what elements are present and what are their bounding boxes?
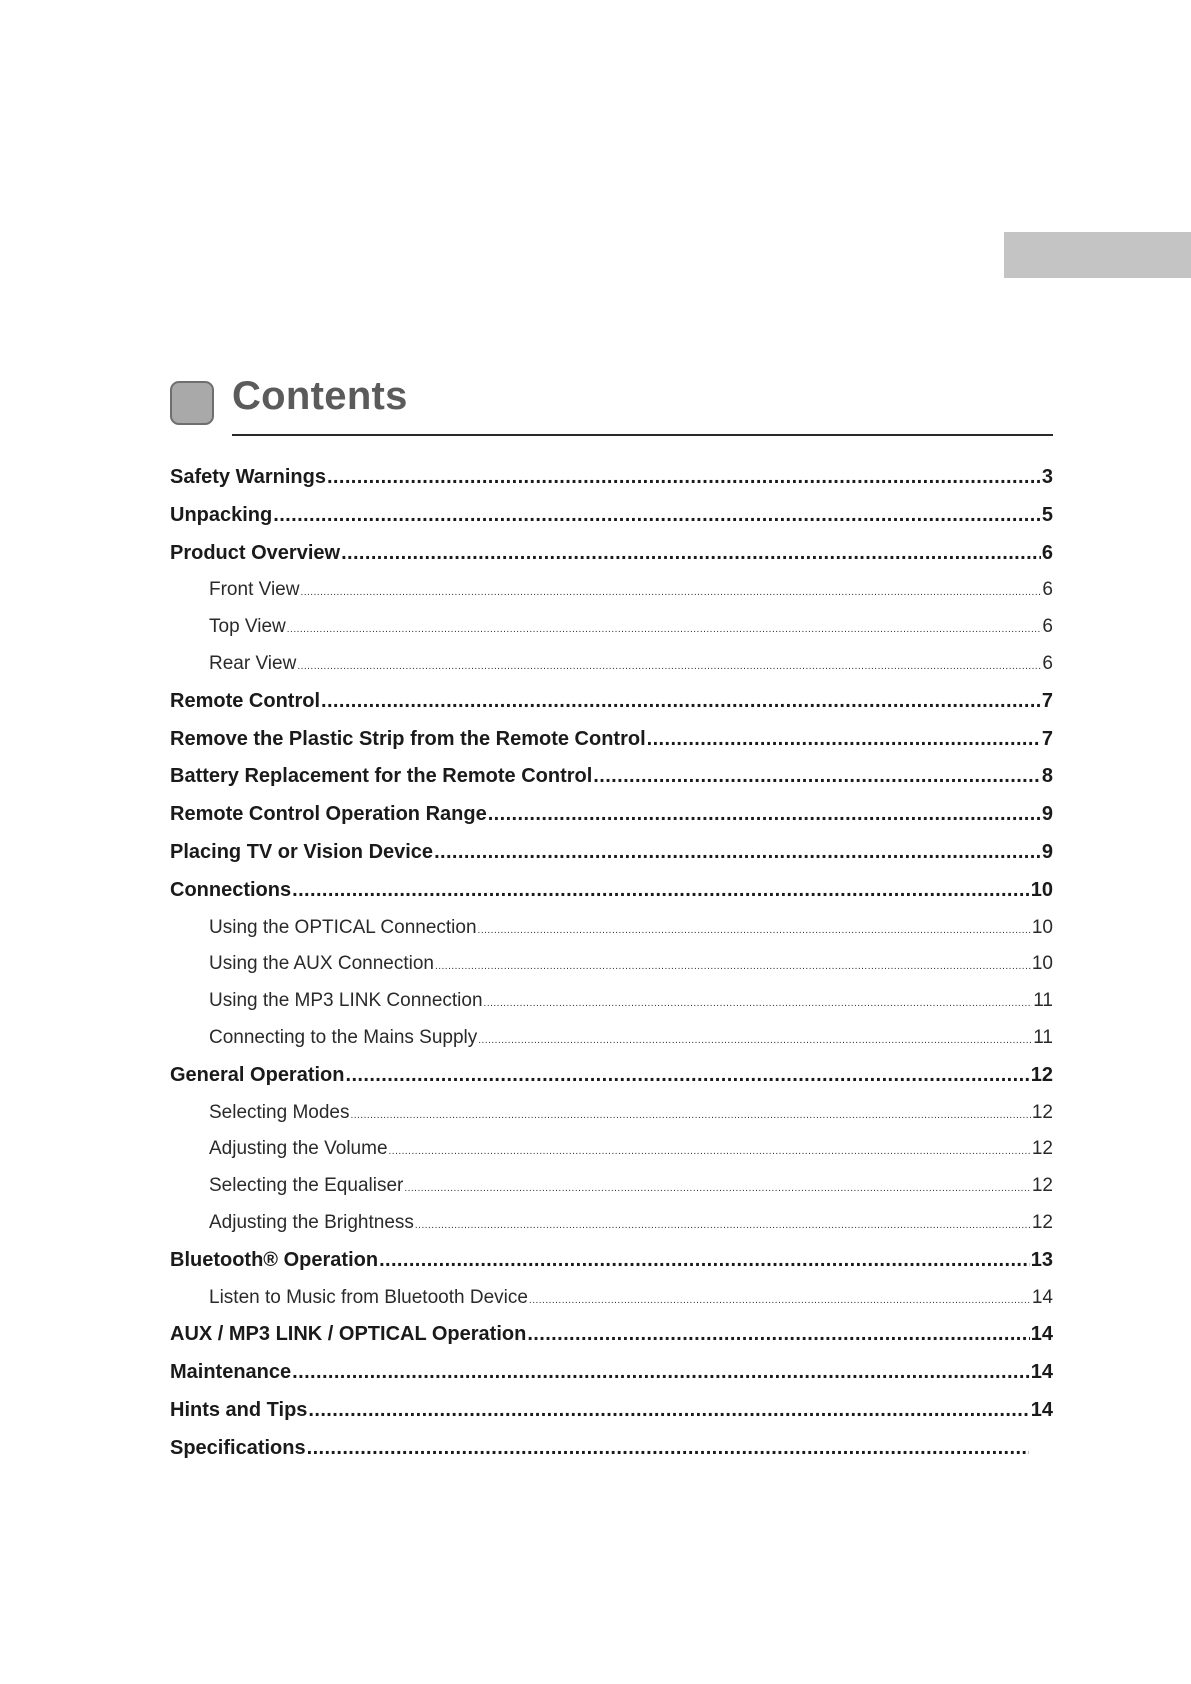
toc-section-entry[interactable] <box>170 504 1053 542</box>
heading-underline <box>232 434 1053 436</box>
section-tab-marker <box>1004 232 1191 278</box>
toc-dot-leader <box>647 728 1041 751</box>
toc-entry-title: Using the OPTICAL Connection <box>209 916 477 938</box>
toc-section-entry[interactable] <box>170 879 1053 917</box>
toc-dot-leader <box>527 1323 1029 1346</box>
toc-page-number: 12 <box>1031 1211 1053 1233</box>
toc-entry-title: Listen to Music from Bluetooth Device <box>209 1286 528 1308</box>
toc-subsection-entry[interactable] <box>170 953 1053 990</box>
toc-page-number: 6 <box>1042 616 1053 638</box>
toc-page-number: 6 <box>1042 652 1053 674</box>
toc-page-number: 9 <box>1041 803 1053 826</box>
toc-subsection-entry[interactable] <box>170 1027 1053 1064</box>
toc-page-number: 14 <box>1031 1286 1053 1308</box>
toc-dot-leader <box>593 765 1041 788</box>
toc-page-number: 10 <box>1031 953 1053 975</box>
toc-subsection-entry[interactable] <box>170 616 1053 653</box>
toc-page-number: 8 <box>1041 765 1053 788</box>
toc-entry-title: Connections <box>170 878 292 901</box>
toc-entry-title: Unpacking <box>170 503 273 526</box>
toc-dot-leader <box>292 879 1030 902</box>
toc-dot-leader <box>484 990 1033 1012</box>
toc-entry-title: Rear View <box>209 652 297 674</box>
toc-entry-title: Using the MP3 LINK Connection <box>209 990 483 1012</box>
toc-section-entry[interactable] <box>170 690 1053 728</box>
toc-dot-leader <box>341 542 1041 565</box>
toc-page-number: 13 <box>1030 1248 1053 1271</box>
toc-entry-title: Product Overview <box>170 541 341 564</box>
toc-entry-title: Top View <box>209 616 286 638</box>
toc-page-number: 14 <box>1030 1398 1053 1421</box>
toc-entry-title: Battery Replacement for the Remote Control <box>170 765 593 788</box>
toc-section-entry[interactable] <box>170 1399 1053 1437</box>
toc-subsection-entry[interactable] <box>170 653 1053 690</box>
toc-dot-leader <box>434 841 1041 864</box>
toc-entry-title: Using the AUX Connection <box>209 953 434 975</box>
toc-dot-leader <box>415 1212 1031 1234</box>
toc-entry-title: Adjusting the Brightness <box>209 1211 414 1233</box>
toc-dot-leader <box>478 917 1031 939</box>
toc-entry-title: Placing TV or Vision Device <box>170 840 434 863</box>
toc-dot-leader <box>273 504 1041 527</box>
toc-section-entry[interactable] <box>170 542 1053 580</box>
toc-dot-leader <box>308 1399 1029 1422</box>
toc-section-entry[interactable] <box>170 1249 1053 1287</box>
toc-section-entry[interactable] <box>170 1361 1053 1399</box>
toc-dot-leader <box>488 803 1041 826</box>
toc-entry-title: Remote Control Operation Range <box>170 803 487 826</box>
toc-dot-leader <box>389 1138 1031 1160</box>
page-title: Contents <box>232 374 408 418</box>
toc-entry-title: Safety Warnings <box>170 466 326 488</box>
heading-square-icon <box>170 381 214 425</box>
toc-page-number: 12 <box>1030 1063 1053 1086</box>
toc-entry-title: Connecting to the Mains Supply <box>209 1026 478 1048</box>
toc-dot-leader <box>300 579 1041 601</box>
toc-section-entry[interactable] <box>170 466 1053 504</box>
toc-subsection-entry[interactable] <box>170 917 1053 954</box>
toc-section-entry[interactable] <box>170 728 1053 766</box>
toc-dot-leader <box>292 1361 1030 1384</box>
toc-subsection-entry[interactable] <box>170 1287 1053 1324</box>
toc-dot-leader <box>404 1175 1031 1197</box>
toc-entry-title: Adjusting the Volume <box>209 1138 388 1160</box>
contents-heading <box>170 374 1053 438</box>
toc-dot-leader <box>529 1287 1031 1309</box>
toc-subsection-entry[interactable] <box>170 990 1053 1027</box>
toc-page-number: 3 <box>1041 466 1053 488</box>
toc-section-entry[interactable] <box>170 1064 1053 1102</box>
toc-section-entry[interactable] <box>170 1323 1053 1361</box>
toc-dot-leader <box>435 953 1031 975</box>
toc-subsection-entry[interactable] <box>170 1212 1053 1249</box>
toc-entry-title: Remove the Plastic Strip from the Remote Control <box>170 727 646 750</box>
toc-page-number: 6 <box>1042 579 1053 601</box>
toc-entry-title: Maintenance <box>170 1361 292 1384</box>
toc-page-number: 9 <box>1041 840 1053 863</box>
toc-section-entry[interactable] <box>170 1437 1053 1475</box>
toc-entry-title: General Operation <box>170 1063 345 1086</box>
toc-dot-leader <box>379 1249 1030 1272</box>
toc-section-entry[interactable] <box>170 841 1053 879</box>
toc-dot-leader <box>350 1102 1030 1124</box>
toc-dot-leader <box>346 1064 1030 1087</box>
toc-entry-title: Specifications <box>170 1436 306 1459</box>
toc-entry-title: Hints and Tips <box>170 1398 308 1421</box>
toc-page-number: 12 <box>1031 1138 1053 1160</box>
toc-page-number: 11 <box>1033 1026 1053 1048</box>
toc-subsection-entry[interactable] <box>170 1102 1053 1139</box>
toc-page-number: 14 <box>1030 1361 1053 1384</box>
toc-subsection-entry[interactable] <box>170 1138 1053 1175</box>
toc-entry-title: Selecting the Equaliser <box>209 1175 404 1197</box>
toc-entry-title: AUX / MP3 LINK / OPTICAL Operation <box>170 1323 527 1346</box>
toc-page-number: 10 <box>1031 916 1053 938</box>
toc-page-number: 12 <box>1031 1101 1053 1123</box>
toc-subsection-entry[interactable] <box>170 1175 1053 1212</box>
toc-page-number: 5 <box>1041 503 1053 526</box>
toc-dot-leader <box>297 653 1041 675</box>
toc-page-number: 14 <box>1030 1323 1053 1346</box>
toc-page-number: 7 <box>1041 727 1053 750</box>
toc-section-entry[interactable] <box>170 765 1053 803</box>
table-of-contents <box>170 466 1053 1475</box>
toc-entry-title: Front View <box>209 579 300 601</box>
toc-page-number: 7 <box>1041 689 1053 712</box>
toc-page-number: 10 <box>1030 878 1053 901</box>
toc-dot-leader <box>287 616 1042 638</box>
toc-page-number: 6 <box>1041 541 1053 564</box>
toc-subsection-entry[interactable] <box>170 579 1053 616</box>
toc-entry-title: Bluetooth® Operation <box>170 1248 379 1271</box>
toc-page-number: 11 <box>1033 990 1053 1012</box>
toc-dot-leader <box>478 1027 1032 1049</box>
toc-entry-title: Selecting Modes <box>209 1101 350 1123</box>
toc-section-entry[interactable] <box>170 803 1053 841</box>
toc-dot-leader <box>327 466 1041 489</box>
toc-entry-title: Remote Control <box>170 689 320 712</box>
toc-dot-leader <box>321 690 1041 713</box>
toc-page-number: 12 <box>1031 1175 1053 1197</box>
toc-dot-leader <box>307 1437 1029 1460</box>
